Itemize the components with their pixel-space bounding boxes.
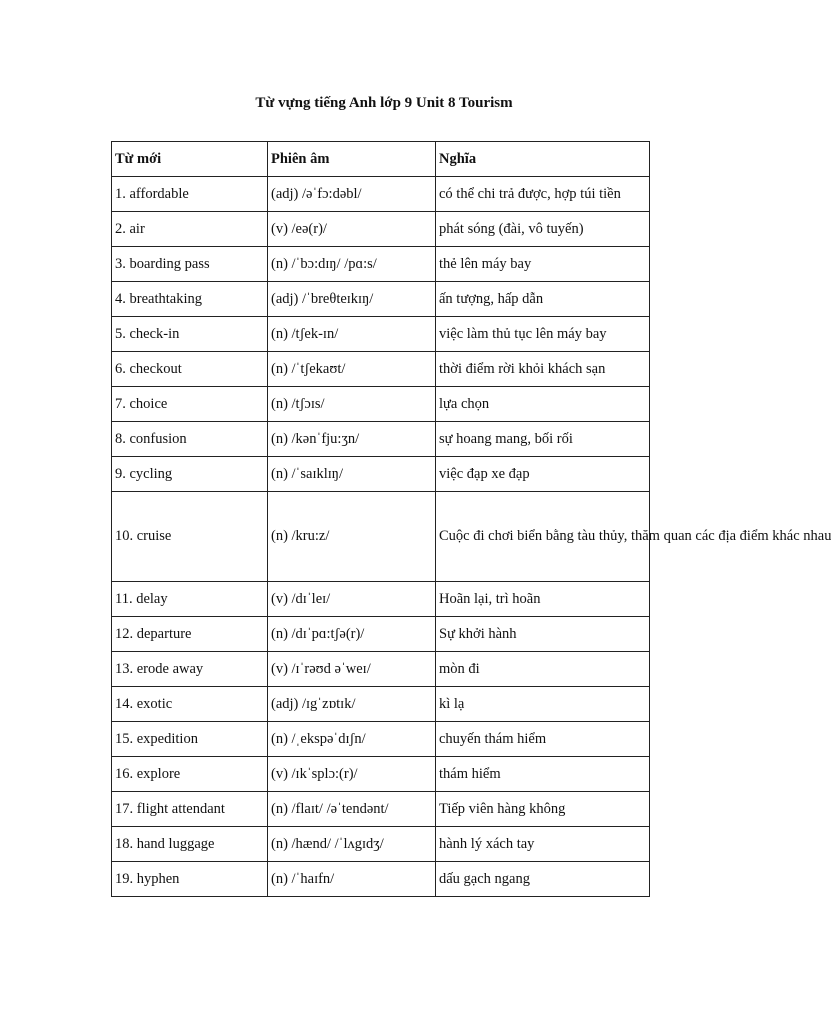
meaning-cell: Hoãn lại, trì hoãn [436,582,650,617]
pronunciation-cell: (v) /dɪˈleɪ/ [268,582,436,617]
table-row [112,457,650,492]
meaning-cell: sự hoang mang, bối rối [436,422,650,457]
header-meaning: Nghĩa [436,142,650,177]
table-row [112,422,650,457]
meaning-cell: thám hiểm [436,757,650,792]
pronunciation-cell: (n) /ˈsaɪklɪŋ/ [268,457,436,492]
table-row [112,617,650,652]
word-cell: 5. check-in [112,317,268,352]
word-cell: 12. departure [112,617,268,652]
pronunciation-cell: (n) /ˈbɔ:dɪŋ/ /pɑ:s/ [268,247,436,282]
meaning-cell: Sự khởi hành [436,617,650,652]
meaning-cell: ấn tượng, hấp dẫn [436,282,650,317]
word-cell: 17. flight attendant [112,792,268,827]
word-cell: 18. hand luggage [112,827,268,862]
vocabulary-table [111,141,831,897]
table-row [112,687,650,722]
meaning-cell: việc làm thủ tục lên máy bay [436,317,650,352]
meaning-cell: phát sóng (đài, vô tuyến) [436,212,650,247]
meaning-cell: có thể chi trả được, hợp túi tiền [436,177,650,212]
table-row [112,352,650,387]
pronunciation-cell: (n) /kənˈfju:ʒn/ [268,422,436,457]
pronunciation-cell: (n) /tʃɔɪs/ [268,387,436,422]
table-row [112,862,650,897]
pronunciation-cell: (adj) /ˈbreθteɪkɪŋ/ [268,282,436,317]
word-cell: 2. air [112,212,268,247]
meaning-cell: chuyến thám hiểm [436,722,650,757]
table-row [112,177,650,212]
meaning-cell: việc đạp xe đạp [436,457,650,492]
pronunciation-cell: (v) /ɪkˈsplɔ:(r)/ [268,757,436,792]
meaning-cell: lựa chọn [436,387,650,422]
pronunciation-cell: (n) /ˈhaɪfn/ [268,862,436,897]
word-cell: 11. delay [112,582,268,617]
header-word: Từ mới [112,142,268,177]
word-cell: 13. erode away [112,652,268,687]
word-cell: 6. checkout [112,352,268,387]
word-cell: 19. hyphen [112,862,268,897]
meaning-cell: thời điểm rời khỏi khách sạn [436,352,650,387]
pronunciation-cell: (adj) /ɪgˈzɒtɪk/ [268,687,436,722]
word-cell: 1. affordable [112,177,268,212]
pronunciation-cell: (n) /ˈtʃekaʊt/ [268,352,436,387]
meaning-cell: Tiếp viên hàng không [436,792,650,827]
word-cell: 3. boarding pass [112,247,268,282]
document-title: Từ vựng tiếng Anh lớp 9 Unit 8 Tourism [255,95,513,111]
pronunciation-cell: (n) /tʃek-ɪn/ [268,317,436,352]
word-cell: 15. expedition [112,722,268,757]
pronunciation-cell: (n) /ˌekspəˈdɪʃn/ [268,722,436,757]
table-row [112,792,650,827]
table-row [112,492,650,582]
table-row [112,652,650,687]
word-cell: 9. cycling [112,457,268,492]
word-cell: 10. cruise [112,492,268,582]
table-row [112,757,650,792]
pronunciation-cell: (n) /hænd/ /ˈlʌgɪdʒ/ [268,827,436,862]
word-cell: 8. confusion [112,422,268,457]
word-cell: 14. exotic [112,687,268,722]
table-row [112,282,650,317]
table-row [112,827,650,862]
pronunciation-cell: (n) /flaɪt/ /əˈtendənt/ [268,792,436,827]
pronunciation-cell: (n) /dɪˈpɑ:tʃə(r)/ [268,617,436,652]
pronunciation-cell: (v) /ɪˈrəʊd əˈweɪ/ [268,652,436,687]
word-cell: 16. explore [112,757,268,792]
table-row [112,722,650,757]
table-header-row [112,142,650,177]
meaning-cell: Cuộc đi chơi biển bằng tàu thủy, thăm quan các địa điểm khác nhau [436,492,650,582]
table-row [112,582,650,617]
word-cell: 4. breathtaking [112,282,268,317]
pronunciation-cell: (n) /kru:z/ [268,492,436,582]
pronunciation-cell: (adj) /əˈfɔ:dəbl/ [268,177,436,212]
table-row [112,212,650,247]
meaning-cell: dấu gạch ngang [436,862,650,897]
table-row [112,317,650,352]
meaning-cell: kì lạ [436,687,650,722]
meaning-cell: thẻ lên máy bay [436,247,650,282]
meaning-cell: mòn đi [436,652,650,687]
header-pronunciation: Phiên âm [268,142,436,177]
table-row [112,387,650,422]
meaning-cell: hành lý xách tay [436,827,650,862]
table-row [112,247,650,282]
pronunciation-cell: (v) /eə(r)/ [268,212,436,247]
word-cell: 7. choice [112,387,268,422]
